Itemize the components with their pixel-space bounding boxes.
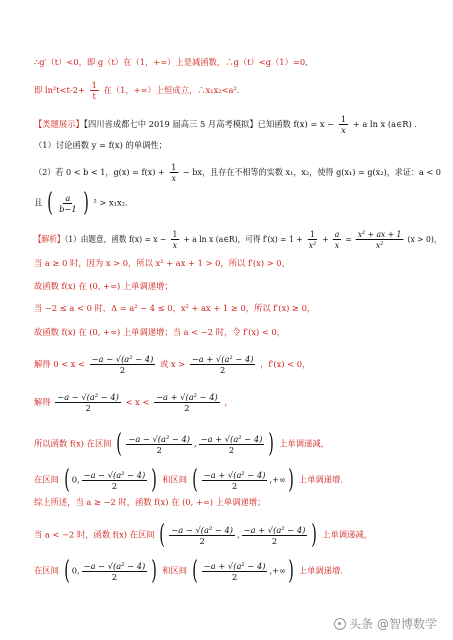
text: 且 — [34, 197, 43, 208]
fraction — [202, 561, 268, 582]
watermark-text: 头条 @智博数学 — [349, 617, 437, 631]
denominator: x — [341, 125, 346, 135]
denominator: x — [172, 240, 178, 250]
question-2 — [34, 162, 441, 183]
denominator: 2 — [231, 571, 238, 582]
text: 在（1，+∞）上恒成立，∴x₁x₂<a². — [103, 85, 240, 95]
denominator: 2 — [111, 480, 118, 491]
right-paren: ) — [311, 520, 318, 550]
numerator: −a + √(a² − 4) — [200, 433, 263, 444]
left-paren: ( — [191, 556, 198, 586]
text: （1）讨论函数 y = f(x) 的单调性； — [34, 140, 167, 150]
text-line-1 — [34, 57, 435, 68]
question-2-continued — [34, 190, 435, 216]
text-line-2 — [34, 80, 435, 101]
text: 当 −2 ≤ a < 0 时，Δ = a² − 4 ≤ 0，x² + ax + 1 ≥ 0，所以 f′(x) ≥ 0， — [34, 303, 316, 313]
comma: , — [194, 438, 197, 449]
tag: 【解析】 — [34, 234, 65, 244]
denominator: t — [92, 91, 96, 101]
numerator: 1 — [172, 229, 178, 239]
text: 已知函数 f(x) = x − — [257, 119, 335, 129]
numerator: a — [334, 229, 340, 239]
numerator: −a − √(a² − 4) — [83, 560, 146, 571]
fraction — [356, 229, 403, 250]
text: 故函数 f(x) 在 (0, +∞) 上单调递增； — [34, 281, 173, 291]
fraction — [190, 354, 256, 375]
text: （1）由题意，函数 f(x) = x − — [64, 234, 167, 244]
fraction — [171, 229, 180, 250]
text: （2）若 0 < b < 1，g(x) = f(x) + — [34, 167, 165, 177]
numerator: −a + √(a² − 4) — [156, 392, 218, 402]
denominator: b−1 — [59, 203, 77, 214]
denominator: 2 — [220, 365, 226, 375]
denominator: 2 — [111, 571, 118, 582]
text: 在区间 — [34, 474, 59, 485]
solution-line-1 — [34, 229, 442, 250]
solution-line-6 — [34, 354, 435, 375]
text: + — [322, 234, 329, 244]
text: 或 x > — [159, 359, 186, 369]
fraction — [333, 229, 341, 250]
numerator: −a − √(a² − 4) — [91, 354, 154, 364]
right-paren: ) — [268, 429, 275, 459]
left-paren: ( — [159, 520, 166, 550]
text: ，f′(x) < 0， — [260, 359, 311, 369]
numerator: 1 — [340, 114, 347, 124]
numerator: −a + √(a² − 4) — [203, 469, 266, 480]
comma: , — [269, 474, 273, 485]
text: 故函数 f(x) 在 (0, +∞) 上单调递增；当 a < −2 时，令 f′(x) < 0， — [34, 327, 286, 337]
zero: 0, — [71, 474, 80, 485]
denominator: 2 — [184, 403, 190, 413]
numerator: 1 — [171, 162, 177, 172]
text: 上单调递减， — [322, 529, 372, 540]
text: 当 a < −2 时，函数 f(x) 在区间 — [34, 529, 155, 540]
fraction — [169, 162, 178, 183]
denominator: x — [171, 173, 177, 183]
fraction — [169, 525, 235, 546]
denominator: 2 — [199, 535, 205, 546]
denominator: 2 — [271, 535, 278, 546]
denominator: 2 — [85, 403, 91, 413]
text: 在区间 — [34, 565, 59, 576]
text: ， — [224, 397, 233, 407]
left-paren: ( — [63, 556, 70, 586]
comma: , — [269, 565, 273, 576]
text: 和区间 — [162, 565, 187, 576]
text: 解得 — [34, 397, 51, 407]
text: 上单调递减， — [279, 438, 329, 449]
text: (x > 0)， — [407, 234, 442, 244]
solution-summary-1 — [34, 497, 435, 508]
fraction — [126, 434, 192, 455]
numerator: −a − √(a² − 4) — [57, 392, 119, 402]
denominator: x² — [375, 240, 384, 250]
text: + a ln x (a∈R) . — [352, 119, 417, 129]
solution-line-2 — [34, 258, 435, 269]
left-paren: ( — [47, 188, 53, 218]
left-paren: ( — [191, 465, 198, 495]
denominator: 2 — [119, 365, 126, 375]
source: 【四川省成都七中 2019 届高三 5 月高考模拟】 — [83, 119, 258, 129]
text: 上单调递增． — [298, 565, 349, 576]
numerator: −a + √(a² − 4) — [243, 524, 306, 535]
fraction — [57, 193, 79, 214]
solution-line-7 — [34, 392, 435, 413]
infinity: +∞ — [272, 565, 286, 576]
numerator: a — [65, 192, 71, 203]
right-paren: ) — [288, 465, 294, 495]
infinity: +∞ — [272, 474, 286, 485]
fraction — [202, 470, 268, 491]
example-intro — [34, 114, 435, 135]
fraction — [154, 392, 220, 413]
fraction — [82, 561, 148, 582]
text: 所以函数 f(x) 在区间 — [34, 438, 112, 449]
fraction — [307, 229, 318, 250]
zero: 0, — [71, 565, 80, 576]
right-paren: ) — [151, 465, 158, 495]
comma: , — [237, 529, 240, 540]
fraction — [242, 525, 308, 546]
solution-summary-2 — [34, 522, 435, 548]
solution-summary-3 — [34, 558, 435, 584]
watermark-icon — [334, 618, 346, 630]
solution-line-8 — [34, 431, 435, 457]
text: ² > x₁x₂. — [93, 197, 128, 208]
numerator: −a − √(a² − 4) — [128, 433, 191, 444]
text: 和区间 — [162, 474, 187, 485]
denominator: 2 — [228, 444, 235, 455]
tag: 【类题展示】 — [34, 119, 84, 129]
numerator: 1 — [91, 80, 97, 90]
numerator: −a + √(a² − 4) — [191, 354, 254, 364]
text: 即 ln²t<t-2+ — [34, 85, 85, 95]
denominator: x — [334, 240, 340, 250]
question-1 — [34, 140, 435, 151]
watermark — [334, 615, 437, 632]
text: 当 a ≥ 0 时，因为 x > 0，所以 x² + ax + 1 > 0，所以 f′(x) > 0， — [34, 258, 290, 268]
text: 解得 0 < x < — [34, 359, 86, 369]
left-paren: ( — [63, 465, 70, 495]
right-paren: ) — [82, 188, 89, 218]
numerator: −a − √(a² − 4) — [171, 524, 234, 535]
numerator: x² + ax + 1 — [357, 229, 402, 239]
solution-line-5 — [34, 327, 435, 338]
text: − bx，且存在不相等的实数 x₁，x₂，使得 g(x₁) = g(x₂)，求证：a < 0 — [182, 167, 441, 177]
right-paren: ) — [151, 556, 158, 586]
denominator: x² — [308, 240, 317, 250]
numerator: −a − √(a² − 4) — [83, 469, 146, 480]
fraction — [90, 80, 99, 101]
text: = — [345, 234, 352, 244]
fraction — [82, 470, 148, 491]
text: < x < — [125, 397, 150, 407]
numerator: −a + √(a² − 4) — [203, 560, 266, 571]
denominator: 2 — [231, 480, 238, 491]
solution-line-3 — [34, 281, 435, 292]
text: 上单调递增． — [298, 474, 349, 485]
text: ∴g′（t）<0，即 g（t）在（1，+∞）上是减函数，∴g（t）<g（1）=0, — [34, 57, 308, 67]
numerator: 1 — [309, 229, 315, 239]
fraction — [199, 434, 265, 455]
text: + a ln x (a∈R)，可得 f′(x) = 1 + — [183, 234, 303, 244]
fraction — [90, 354, 156, 375]
fraction — [339, 114, 348, 135]
solution-line-4 — [34, 303, 435, 314]
denominator: 2 — [156, 444, 162, 455]
text: 综上所述，当 a ≥ −2 时，函数 f(x) 在 (0, +∞) 上单调递增； — [34, 497, 266, 507]
left-paren: ( — [116, 429, 123, 459]
right-paren: ) — [288, 556, 294, 586]
solution-line-9 — [34, 467, 435, 493]
fraction — [55, 392, 121, 413]
